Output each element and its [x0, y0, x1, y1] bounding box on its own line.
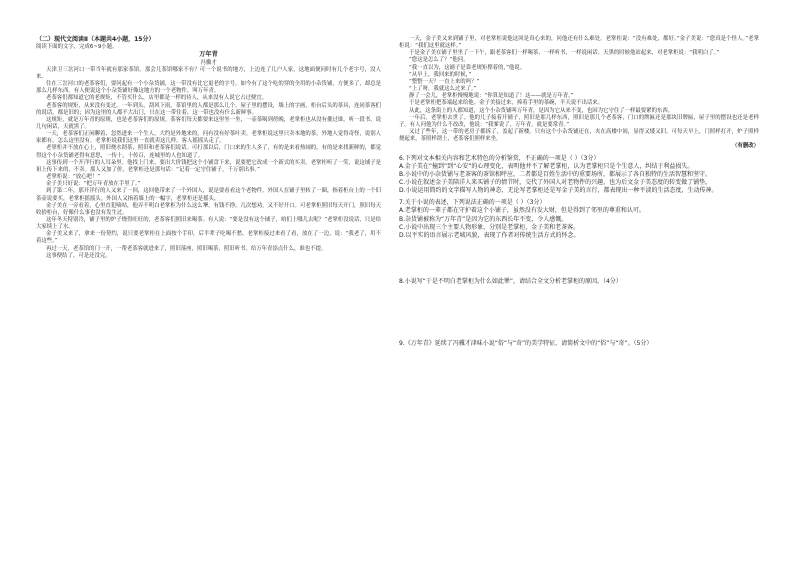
paragraph: 静了一会儿，老掌柜慢慢地说：“你算是知道了！这——就是万年青。” [409, 93, 574, 100]
question-8-stem: 8.小说写“于是不明白老掌柜为什么如此犟”，请结合全文分析老掌柜的原因。（4分） [399, 278, 622, 286]
paragraph: 于是老掌柜把茶端起来给他。金子美接过来，捧着手里的茶碗，半天说不出话来。 [409, 100, 604, 107]
paragraph: 天津卫三岔河口一带当年就有那家茶馆。那会儿茶馆哪家不有？可一个说书的地方，上边连了几户人家，这地面便同时有几个老字号，没人来。 [36, 66, 381, 80]
question-6-option-c: C.小说在叙述金子美陪洋人来买铺子的情节时，交代了外国人对老物件的兴趣，也为后文金子美态度的转变做了铺垫。 [399, 178, 712, 186]
paragraph: 住在三岔河口的老茶客们，要问起有一个小杂货铺，这一带没有比它更老的字号。如今有了这个吃的穿的全用的小杂货铺，方便多了，却总是那么几样东西。有人便说这个小杂货铺好像这地方的一个老物件，叫万年青。 [36, 81, 381, 95]
answer-space [399, 240, 759, 274]
paragraph: “整整一天？一直上来的吗？” [409, 78, 480, 85]
question-7-option-d: D.以平实的语言展示老城风貌，表现了作者对传统生活方式的怀念。 [399, 231, 580, 239]
answer-space [399, 286, 759, 336]
paragraph: 于是金子美在铺子里坐了一下午，跟老茶客们一样喝茶，一样听书，一样说闲话。天黑的时候他站起来，对老掌柜说：“我明白了。” [409, 50, 720, 57]
section-heading: （二）现代文阅读Ⅱ（本题共4小题，15分） [36, 36, 155, 43]
source-note: （有删改） [732, 143, 759, 150]
question-9-stem: 9.《万年青》延续了冯骥才津味小说“俗”与“奇”的美学特征，请简析文中的“俗”与“奇”。（5分） [399, 340, 653, 348]
paragraph: 老茶客的规矩，从来没有变过。一年到头，刮风下雨，茶馆里的人都是那么几个。屋子里的摆设，墙上的字画，柜台后头的茶具，连同茶客们的说话，都是旧的；因为这里的人都不大出门，只在这一带住着，这一带也没有什么新鲜事。 [36, 102, 381, 116]
paragraph: 这事传到一个开洋行的人耳朵里。他找上门来，要出大价钱把这个小铺盘下来，说要把它改成一个新式的买卖。老掌柜听了一笑，说这铺子是祖上传下来的，不卖。那人又加了价，老掌柜还是那句话：“记着一定守住铺子，千万别出事。” [36, 159, 381, 173]
question-7-stem: 7.关于小说的表述，下列说法正确的一项是（ ）（3分） [399, 199, 546, 207]
paragraph: 又过了些年，这一带的老房子都拆了，盖起了新楼。只有这个小杂货铺还在，夹在高楼中间，显得又矮又旧。可每天早上，门照样打开，炉子照样烧起来，茶照样沏上，老茶客们照样来坐。 [399, 129, 759, 143]
paragraph: “从早上，我回来的时候，” [409, 71, 472, 78]
question-7-option-c: C.小说中出现三个主要人物形象，分别是老掌柜、金子美和老茶客。 [399, 223, 580, 231]
paragraph: 从此，这条街上的人都知道，这个小杂货铺叫万年青，是因为它从来不变，也因为它守住了一样最要紧的东西。 [409, 107, 674, 114]
paragraph: 一天，金子美又来到铺子里，对老掌柜说他这回是真心来的，问他还有什么难处。老掌柜说：“没有难处，都好。”金子美说：“您真是个怪人。”老掌柜说：“我们这里就这样。” [399, 36, 759, 50]
story-author: 冯骥才 [200, 59, 217, 66]
paragraph: “上了呀，我就这么过来了。” [409, 86, 477, 93]
paragraph: “我一直以为，这铺子是靠老规矩撑着的，”他说。 [409, 64, 526, 71]
paragraph: 再过一天，老茶馆的门一开，一帮老茶客就进来了，照旧落座，照旧喝茶，照旧听书。给万年青添点什么，谁也不提。 [46, 245, 327, 252]
left-column [36, 36, 381, 260]
paragraph: 一天，老茶客们正闲聊着，忽然进来一个生人，大约是外地来的，问有没有好茶叶卖。老掌柜说这里只卖本地的茶，外地人觉得奇怪，说别人家都有，怎么这里没有。老掌柜说我们这里一直就卖这几样，客人摇摇头走了。 [36, 131, 381, 145]
instruction: 阅读下面的文字，完成6~9小题。 [36, 44, 118, 50]
paragraph: 老掌柜说：“放心吧！” [46, 174, 101, 181]
paragraph: 老茶客们都知道它的老规矩，不管买什么，店里都是一样的待人，从来没有人说它占过便宜。 [46, 95, 268, 102]
paragraph: 到了第二年，那开洋行的人又来了一回，这回他带来了一个外国人，说是要看看这个老物件。外国人在铺子里转了一圈，指着柜台上的一个旧茶壶说要买，老掌柜摇摇头。外国人又指着墙上的一幅字，老掌柜还是摇头。 [36, 188, 381, 202]
right-column [399, 36, 759, 348]
question-7-option-b: B.杂货铺被称为“万年青”是因为它的东西长年不变，令人感慨。 [399, 215, 568, 223]
paragraph: 金子美只好说：“把万年青放在手里了。” [46, 181, 141, 188]
paragraph: 一年后，老掌柜去世了。他的儿子接着开铺子，照旧是那几样东西，照旧是那几个老茶客，门口的牌匾还是那块旧牌匾，屋子里的摆设也还是老样子。有人问他为什么不改改，他说：“我爹说了，万年青，就是要常青。” [399, 114, 759, 128]
question-6-option-a: A.金子美在“撞到”到“心安”的心理变化，表明他并不了解老掌柜，认为老掌柜只是个生意人，纠结于利益损失。 [399, 162, 694, 170]
question-6-stem: 6.下列对文本相关内容和艺术特色的分析鉴赏，不正确的一项是（ ）（3分） [399, 154, 600, 162]
paragraph: 老掌柜并不放在心上，照旧烧水沏茶，照旧和老茶客们说话。可打那以后，门口来的生人多了，有的是来看热闹的，有的是来找新鲜的，都觉得这个小杂货铺老得有意思，一传十，十传百，连城里的人也知道了。 [36, 145, 381, 159]
paragraph: “您这是怎么了？”他问。 [409, 57, 469, 64]
question-7-option-a: A.老掌柜的一辈子都在守护着这个小铺子，虽然没有发大财，但是得到了邻里的尊重和认可。 [399, 207, 645, 215]
paragraph: 这事便结了，可是还没完。 [46, 252, 111, 259]
paragraph: 金子美在一旁看着，心里直犯嘀咕，他弄不明白老掌柜为什么这么犟，有钱不挣。几次想劝，又不好开口。可老掌柜照旧每天开门，照旧每天收拾柜台，好像什么事也没有发生过。 [36, 202, 381, 216]
paragraph: 这规矩，就是万年青的原规，也是老茶客们的原规。茶客们每天都要来这里坐一坐，一壶茶喝到傍晚，老掌柜也从没有催过谁，听一段书，说几句闲话，天就黑了。 [36, 116, 381, 130]
question-6-option-d: D.小说运用简约的文字描写人物的神态，无论写老掌柜还是写金子美的言行，都表现出一种平淡的生活态度，生动传神。 [399, 187, 718, 195]
question-6-option-b: B.小说中的小杂货铺与老茶客的茶馆相呼应，二者都是百姓生活中的重要场所，都展示了各自独特的生活智慧和坚守。 [399, 170, 712, 178]
paragraph: 金子美又来了，拿来一份契约，说只要老掌柜在上面按个手印，后半辈子吃喝不愁。老掌柜接过来看了看，放在了一边，说：“我老了，用不着这些。” [36, 231, 381, 245]
story-title: 万年青 [199, 51, 218, 59]
paragraph: 这年冬天特别冷，铺子里的炉子烧得旺旺的，老茶客们照旧来喝茶。有人说：“要是没有这个铺子，咱们上哪儿去呢？”老掌柜没说话，只是给大家续上了水。 [36, 217, 381, 231]
